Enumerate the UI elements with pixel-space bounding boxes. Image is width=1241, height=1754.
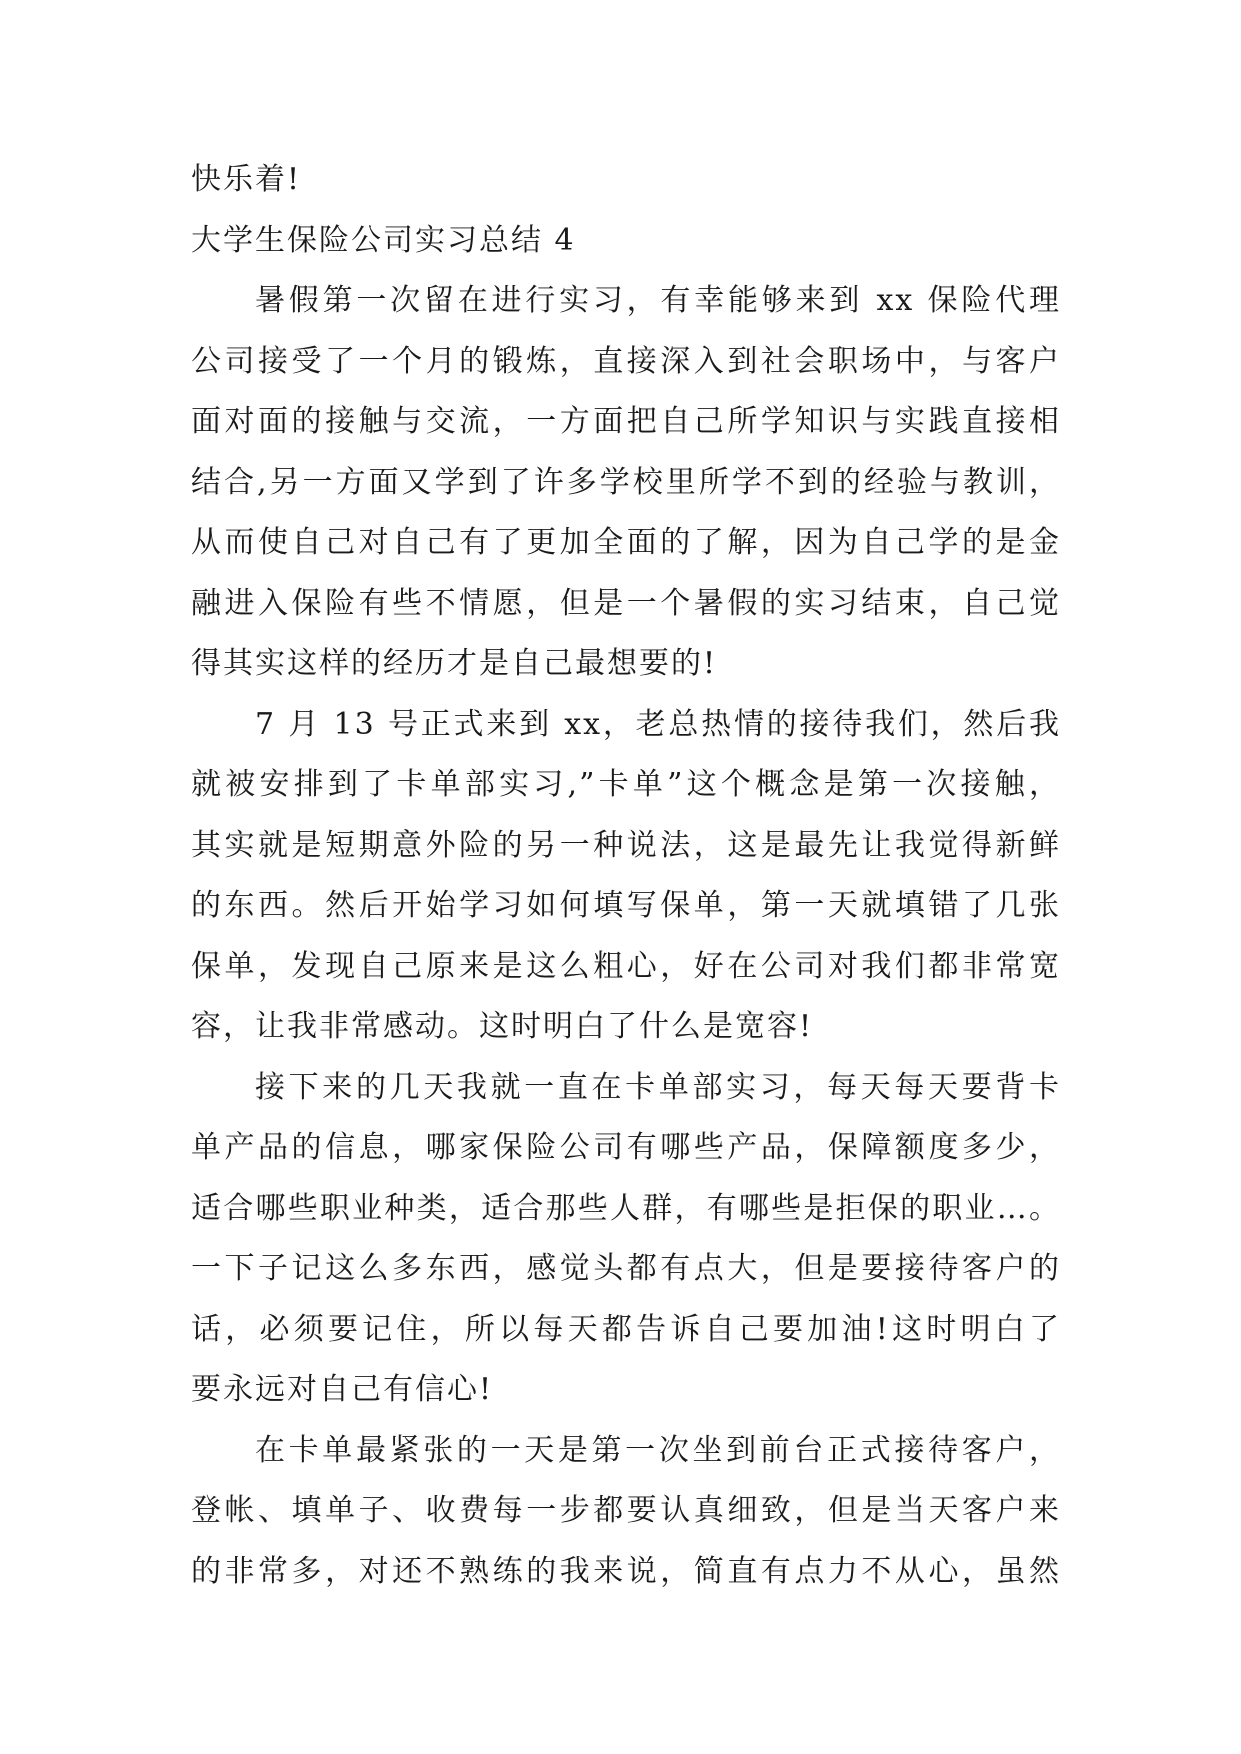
text-line: 7 月 13 号正式来到 xx，老总热情的接待我们，然后我 [255, 706, 1061, 742]
text-line: 从而使自己对自己有了更加全面的了解，因为自己学的是金 [191, 525, 1061, 560]
text-line: 暑假第一次留在进行实习，有幸能够来到 xx 保险代理 [255, 283, 1061, 318]
text-line: 接下来的几天我就一直在卡单部实习，每天每天要背卡 [255, 1069, 1061, 1105]
text-line: 其实就是短期意外险的另一种说法，这是最先让我觉得新鲜 [191, 827, 1061, 863]
text-line: 快乐着! [191, 162, 302, 197]
text-line: 就被安排到了卡单部实习,”卡单”这个概念是第一次接触， [191, 767, 1061, 802]
document-page [191, 150, 1061, 1602]
section-heading: 大学生保险公司实习总结 4 [191, 222, 576, 258]
text-line: 容，让我非常感动。这时明白了什么是宽容! [191, 1009, 814, 1044]
text-line: 面对面的接触与交流，一方面把自己所学知识与实践直接相 [191, 404, 1061, 439]
text-line: 在卡单最紧张的一天是第一次坐到前台正式接待客户， [255, 1432, 1061, 1468]
text-line: 公司接受了一个月的锻炼，直接深入到社会职场中，与客户 [191, 343, 1061, 379]
text-line: 话，必须要记住，所以每天都告诉自己要加油!这时明白了 [191, 1311, 1061, 1347]
text-line: 融进入保险有些不情愿，但是一个暑假的实习结束，自己觉 [191, 585, 1061, 621]
text-line: 要永远对自己有信心! [191, 1372, 494, 1407]
text-line: 结合,另一方面又学到了许多学校里所学不到的经验与教训， [191, 464, 1061, 500]
text-line: 的东西。然后开始学习如何填写保单，第一天就填错了几张 [191, 888, 1061, 923]
text-line: 适合哪些职业种类，适合那些人群，有哪些是拒保的职业…。 [191, 1190, 1061, 1226]
text-line: 的非常多，对还不熟练的我来说，简直有点力不从心，虽然 [191, 1553, 1061, 1589]
text-line: 一下子记这么多东西，感觉头都有点大，但是要接待客户的 [191, 1251, 1061, 1286]
text-line: 得其实这样的经历才是自己最想要的! [191, 646, 718, 681]
text-line: 登帐、填单子、收费每一步都要认真细致，但是当天客户来 [191, 1493, 1061, 1528]
text-line: 单产品的信息，哪家保险公司有哪些产品，保障额度多少， [191, 1130, 1061, 1165]
text-line: 保单，发现自己原来是这么粗心，好在公司对我们都非常宽 [191, 948, 1061, 984]
